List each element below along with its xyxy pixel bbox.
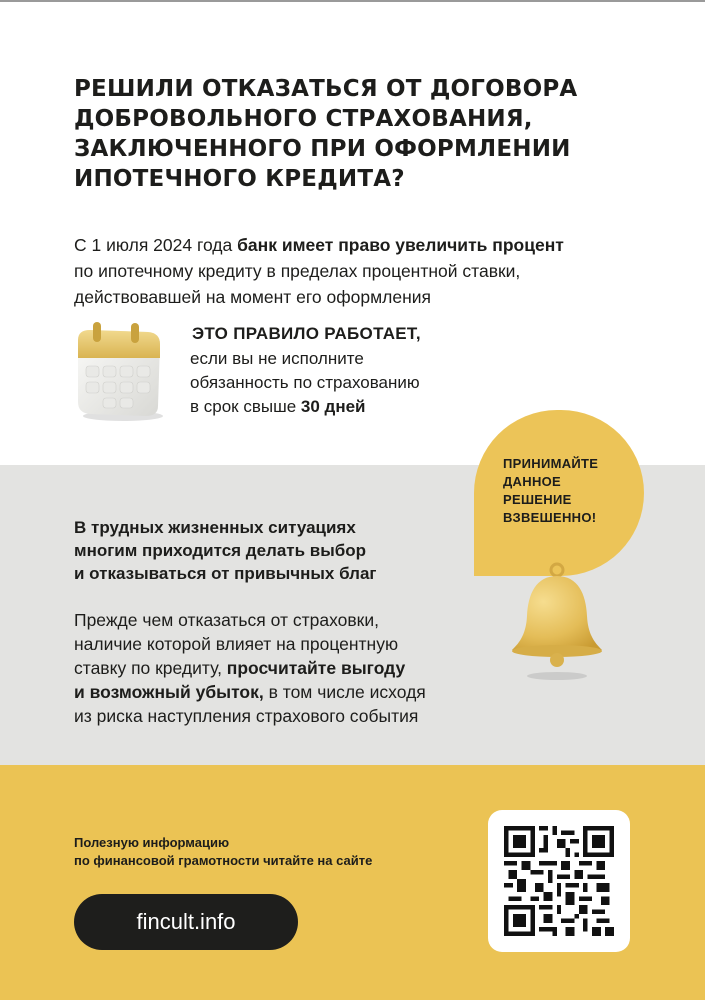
website-link-button[interactable]: fincult.info [74, 894, 298, 950]
advice-emphasis: просчитайте выгоду [226, 658, 406, 678]
intro-line: действовавшей на момент его оформления [74, 287, 431, 307]
rule-line [190, 395, 420, 419]
headline [74, 74, 634, 194]
advice-line [74, 656, 426, 680]
headline-line: ДОБРОВОЛЬНОГО СТРАХОВАНИЯ, [74, 106, 533, 132]
advice-text: ставку по кредиту, [74, 658, 227, 678]
rule-days: 30 дней [300, 397, 366, 416]
advice-text: в том числе исходя [263, 682, 426, 702]
rule-title: ЭТО ПРАВИЛО РАБОТАЕТ, [192, 324, 421, 343]
advice-line [74, 680, 426, 704]
rule-line: обязанность по страхованию [190, 373, 420, 392]
rule-text [190, 347, 420, 419]
situation-line: В трудных жизненных ситуациях [74, 518, 356, 537]
info-note [74, 834, 372, 870]
qr-code-icon[interactable] [504, 826, 614, 936]
calendar-icon [68, 318, 168, 422]
callout-line: РЕШЕНИЕ [503, 492, 572, 507]
intro-text: С 1 июля 2024 года [74, 235, 238, 255]
advice-paragraph [74, 608, 426, 728]
advice-emphasis: и возможный убыток, [74, 682, 264, 702]
callout-text [503, 455, 633, 527]
advice-line: из риска наступления страхового события [74, 706, 419, 726]
bell-icon [506, 560, 608, 682]
callout-line: ВЗВЕШЕННО! [503, 510, 597, 525]
advice-line: Прежде чем отказаться от страховки, [74, 610, 379, 630]
intro-emphasis: банк имеет право увеличить процент [237, 235, 564, 255]
intro-line [74, 232, 634, 258]
rule-text-plain: в срок свыше [190, 397, 301, 416]
situation-line: многим приходится делать выбор [74, 541, 367, 560]
info-line: по финансовой грамотности читайте на сайте [74, 853, 373, 868]
top-section [0, 0, 705, 465]
headline-line: РЕШИЛИ ОТКАЗАТЬСЯ ОТ ДОГОВОРА [74, 76, 578, 102]
info-line: Полезную информацию [74, 835, 230, 850]
headline-line: ЗАКЛЮЧЕННОГО ПРИ ОФОРМЛЕНИИ [74, 136, 571, 162]
callout-line: ПРИНИМАЙТЕ [503, 456, 599, 471]
intro-paragraph [74, 232, 634, 310]
intro-line: по ипотечному кредиту в пределах процентной ставки, [74, 261, 521, 281]
advice-line: наличие которой влияет на процентную [74, 634, 399, 654]
callout-line: ДАННОЕ [503, 474, 562, 489]
rule-line: если вы не исполните [190, 349, 364, 368]
situation-statement [74, 516, 376, 585]
situation-line: и отказываться от привычных благ [74, 564, 377, 583]
headline-line: ИПОТЕЧНОГО КРЕДИТА? [74, 166, 405, 192]
